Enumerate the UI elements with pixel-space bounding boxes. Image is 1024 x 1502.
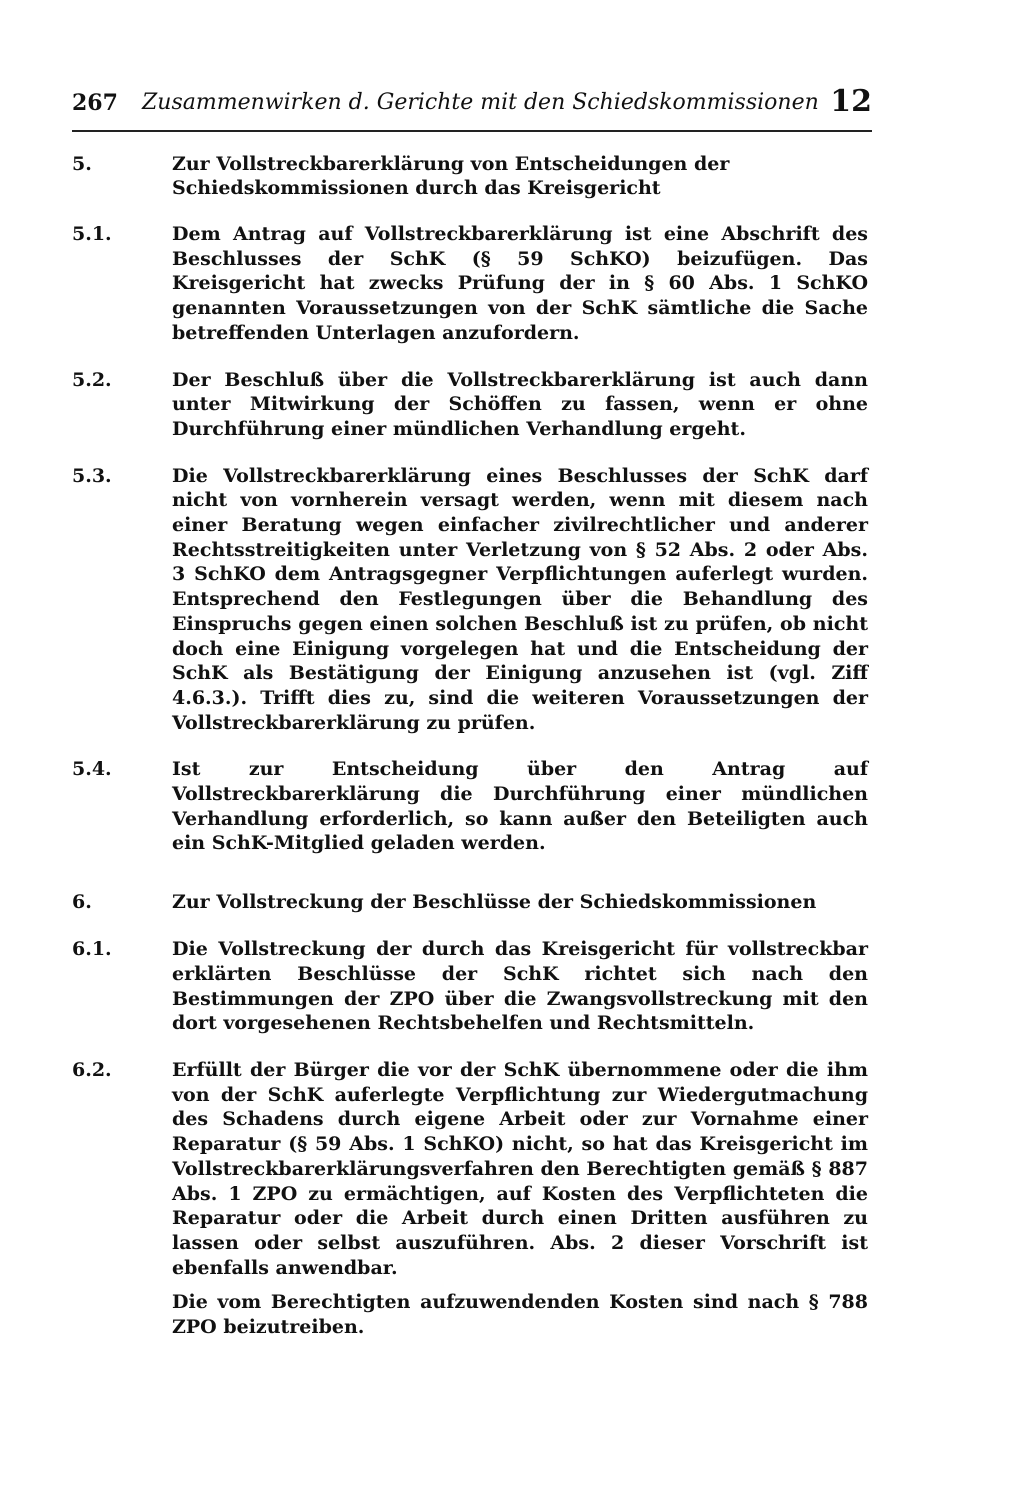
paragraph-item [72,222,872,346]
page-header [72,84,872,128]
section-number: 6. [72,891,92,914]
paragraph-item [72,757,872,856]
paragraph-item [72,368,872,442]
paragraph-continuation: Die vom Berechtigten aufzuwendenden Kosten sind nach § 788 ZPO beizutreiben. [172,1291,868,1339]
paragraph-text: Die Vollstreckung der durch das Kreisgericht für vollstreckbar erklärten Beschlüsse der SchK richtet sich nach den Bestimmungen der ZPO über die Zwangsvollstreckung mit den dort vorgesehenen Rechtsbehelfen und Rechtsmitteln. [172,938,868,1035]
paragraph-number: 5.2. [72,368,112,391]
section-heading [72,890,872,915]
section-title: Zur Vollstreckbarerklärung von Entscheidungen der Schiedskommissionen durch das Kreisgericht [172,153,730,199]
paragraph-item [72,937,872,1036]
section-title: Zur Vollstreckung der Beschlüsse der Schiedskommissionen [172,891,817,914]
paragraph-number: 5.1. [72,223,112,245]
paragraph-number: 5.4. [72,758,112,781]
paragraph-number: 6.2. [72,1058,112,1081]
paragraph-text: Erfüllt der Bürger die vor der SchK übernommene oder die ihm von der SchK auferlegte Verpflichtung zur Wiedergutmachung des Schadens durch eigene Arbeit oder zur Vornahme einer Reparatur (§ 59 Abs. 1 SchKO) nicht, so hat das Kreisgericht im Vollstreckbarerklärungsverfahren den Berechtigten gemäß § 887 Abs. 1 ZPO zu ermächtigen, auf Kosten des Verpflichteten die Reparatur oder die Arbeit durch einen Dritten ausführen zu lassen oder selbst auszuführen. Abs. 2 dieser Vorschrift ist ebenfalls anwendbar. [172,1058,868,1279]
paragraph-item [72,1058,872,1280]
chapter-number: 12 [830,84,872,119]
paragraph-text: Dem Antrag auf Vollstreckbarerklärung ist eine Abschrift des Beschlusses der SchK (§ 59 SchKO) beizufügen. Das Kreisgericht hat zwecks Prüfung der in § 60 Abs. 1 SchKO genannten Voraussetzungen von der SchK sämtliche die Sache betreffenden Unterlagen anzufordern. [172,223,868,344]
section-heading [72,152,872,200]
header-rule [72,130,872,132]
document-body [72,152,872,1340]
paragraph-number: 5.3. [72,464,112,487]
paragraph-item [72,464,872,736]
section-number: 5. [72,153,92,175]
paragraph-text: Die Vollstreckbarerklärung eines Beschlusses der SchK darf nicht von vornherein versagt werden, wenn mit diesem nach einer Beratung wegen einfacher zivilrechtlicher und anderer Rechtsstreitigkeiten unter Verletzung von § 52 Abs. 2 oder Abs. 3 SchKO dem Antragsgegner Verpflichtungen auferlegt wurden. Entsprechend den Festlegungen über die Behandlung des Einspruchs gegen einen solchen Beschluß ist zu prüfen, ob nicht doch eine Einigung vorgelegen hat und die Entscheidung der SchK als Bestätigung der Einigung anzusehen ist (vgl. Ziff 4.6.3.). Trifft dies zu, sind die weiteren Voraussetzungen der Vollstreckbarerklärung zu prüfen. [172,464,868,734]
paragraph-number: 6.1. [72,938,112,961]
page-number: 267 [72,90,118,116]
paragraph-text: Ist zur Entscheidung über den Antrag auf Vollstreckbarerklärung die Durchführung einer mündlichen Verhandlung erforderlich, so kann außer den Beteiligten auch ein SchK-Mitglied geladen werden. [172,758,868,855]
paragraph-text: Der Beschluß über die Vollstreckbarerklärung ist auch dann unter Mitwirkung der Schöffen zu fassen, wenn er ohne Durchführung einer mündlichen Verhandlung ergeht. [172,368,868,440]
running-title: Zusammenwirken d. Gerichte mit den Schiedskommissionen [142,90,819,115]
